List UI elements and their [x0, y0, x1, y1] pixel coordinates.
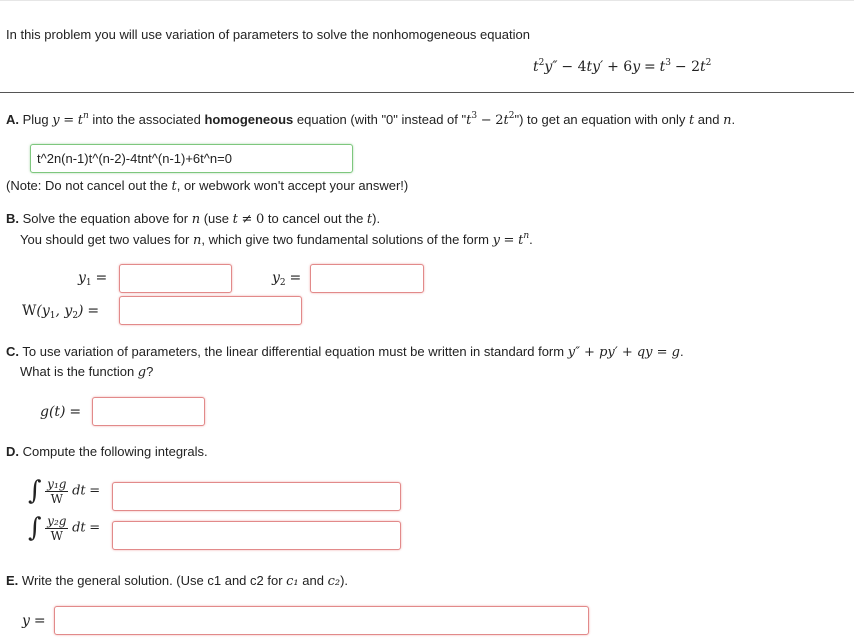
part-c-instructions: C. To use variation of parameters, the linear differential equation must be written in standard form y″ + py′ + qy = g. [6, 344, 684, 360]
integral-2-input[interactable] [112, 521, 401, 550]
part-d-instructions: D. Compute the following integrals. [6, 444, 208, 459]
section-divider [0, 92, 854, 93]
integral-1-fraction: $\frac{\text{y₁g}}{W}$ [47, 476, 67, 506]
part-b-line2: You should get two values for n, which give two fundamental solutions of the form $y = t^n$. [20, 231, 533, 248]
integral-1-input[interactable] [112, 482, 401, 511]
main-equation: $t^2y'' - 4ty' + 6y = t^3 - 2t^2$ [533, 58, 712, 75]
y1-label: $y_1$ = [78, 270, 108, 288]
g-input[interactable] [92, 397, 205, 426]
part-a-note: (Note: Do not cancel out the t, or webwork won't accept your answer!) [6, 178, 409, 194]
integral-sign-icon: ∫ [28, 476, 42, 506]
wronskian-input[interactable] [119, 296, 302, 325]
integral-2-label: ∫ $\frac{\text{y₂g}}{W}$ dt = [28, 513, 101, 543]
integral-2-fraction: $\frac{\text{y₂g}}{W}$ [47, 513, 67, 543]
part-c-line2: What is the function g? [20, 364, 154, 380]
y2-input[interactable] [310, 264, 424, 293]
part-b-instructions: B. Solve the equation above for n (use t ≠ 0 to cancel out the t). [6, 211, 381, 227]
part-a-instructions: A. Plug $y = t^n$ into the associated homogeneous equation (with "0" instead of "$t^3$ − $2t^2$") to get an equation with only t and n. [6, 111, 736, 128]
intro-text: In this problem you will use variation of parameters to solve the nonhomogeneous equation [6, 27, 530, 42]
integral-1-label: ∫ $\frac{\text{y₁g}}{W}$ dt = [28, 476, 101, 506]
part-e-instructions: E. Write the general solution. (Use c1 and c2 for c₁ and c₂). [6, 573, 349, 589]
integral-sign-icon: ∫ [28, 513, 42, 543]
top-border [0, 0, 854, 1]
y2-label: $y_2$ = [272, 270, 302, 288]
part-a-answer-input[interactable] [30, 144, 353, 173]
general-solution-input[interactable] [54, 606, 589, 635]
general-solution-label: y = [22, 613, 46, 629]
y1-input[interactable] [119, 264, 232, 293]
wronskian-label: $W(y_1$, $y_2$) = [22, 303, 100, 321]
g-label: g(t) = [40, 404, 82, 420]
